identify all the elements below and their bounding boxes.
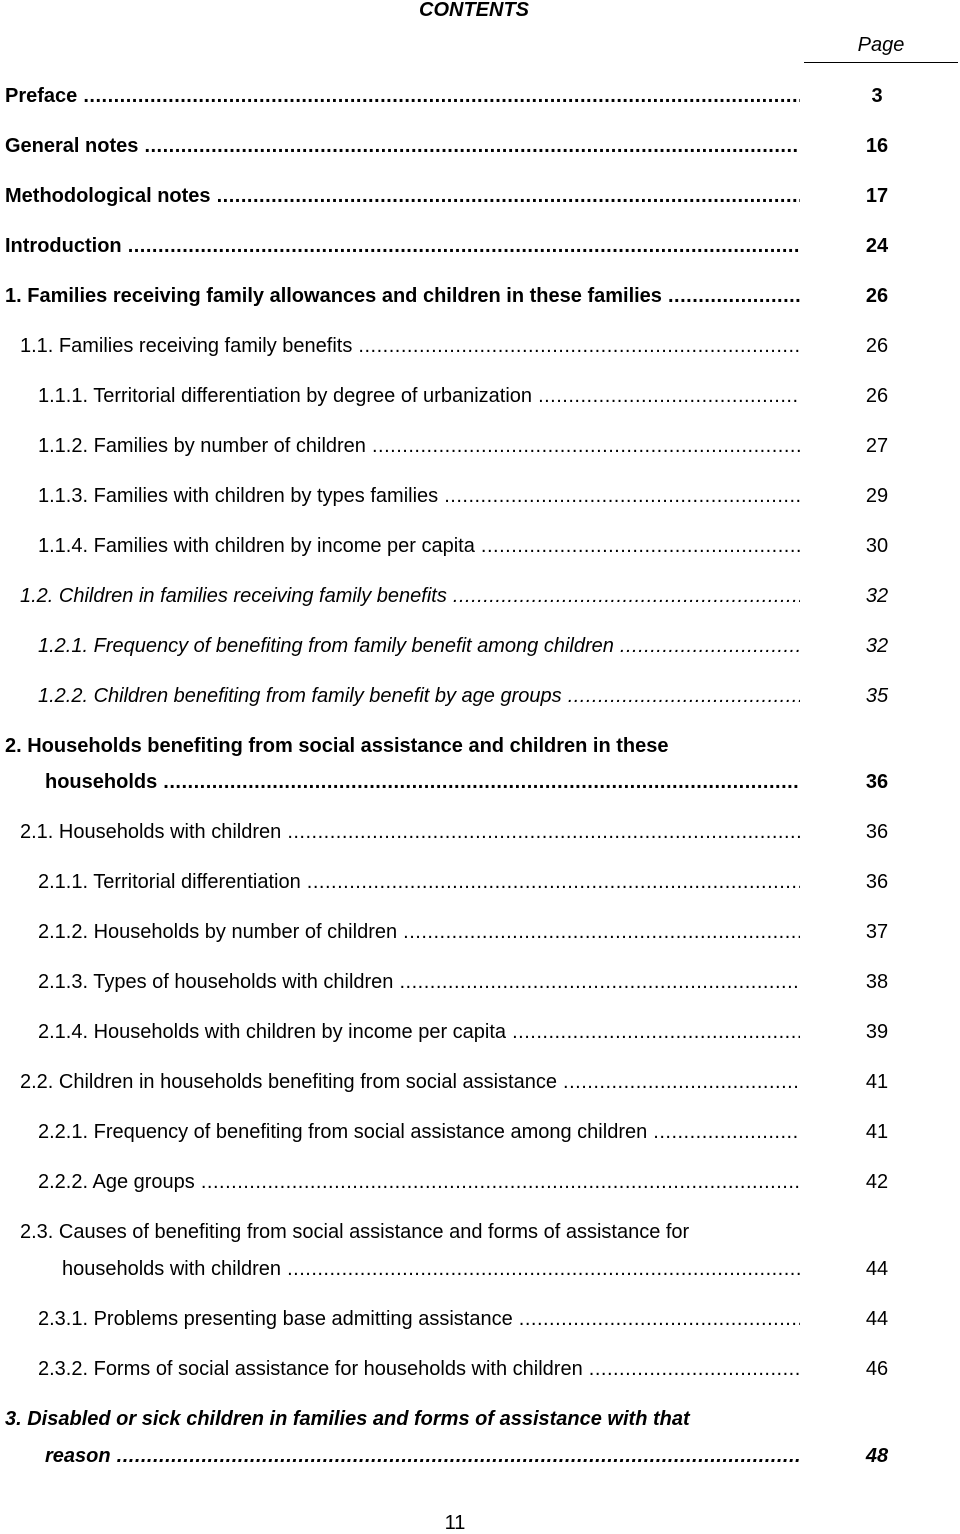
toc-entry-1-2-1[interactable] <box>0 633 960 659</box>
toc-entry-2-2-1[interactable] <box>0 1119 960 1145</box>
toc-entry-page: 29 <box>865 485 889 507</box>
toc-entry-text: 1.1.4. Families with children by income per capita ..... <box>38 533 800 559</box>
toc-entry-2-3[interactable] <box>0 1256 960 1282</box>
contents-title: CONTENTS <box>419 0 529 21</box>
toc-entry-page: 26 <box>865 385 889 407</box>
toc-entry-text: 2.2.2. Age groups ..... <box>38 1169 800 1195</box>
toc-entry-page: 48 <box>865 1445 889 1467</box>
toc-entry-2-1-3[interactable] <box>0 969 960 995</box>
toc-entry-introduction[interactable] <box>0 233 960 259</box>
toc-entry-page: 17 <box>865 185 889 207</box>
toc-entry-1-2-2[interactable] <box>0 683 960 709</box>
toc-entry-text: Introduction ..... <box>5 233 800 259</box>
toc-entry-page: 42 <box>865 1171 889 1193</box>
toc-entry-text: 2.1.2. Households by number of children ..... <box>38 919 800 945</box>
toc-entry-page: 36 <box>865 871 889 893</box>
toc-entry-2-3-2[interactable] <box>0 1356 960 1382</box>
toc-entry-page: 3 <box>871 85 883 107</box>
toc-entry-2-1[interactable] <box>0 819 960 845</box>
toc-entry-text: 2.1.3. Types of households with children ..... <box>38 969 800 995</box>
toc-entry-preface[interactable] <box>0 83 960 109</box>
toc-entry-text: 2.2.1. Frequency of benefiting from social assistance among children ..... <box>38 1119 800 1145</box>
toc-entry-page: 32 <box>865 585 889 607</box>
page-column-header: Page <box>804 34 958 63</box>
toc-entry-chapter-2-line1[interactable]: 2. Households benefiting from social assistance and children in these <box>5 735 669 757</box>
toc-entry-text: 2.1.4. Households with children by income per capita ..... <box>38 1019 800 1045</box>
toc-entry-page: 32 <box>865 635 889 657</box>
toc-entry-1-1-1[interactable] <box>0 383 960 409</box>
toc-entry-chapter-1[interactable] <box>0 283 960 309</box>
toc-entry-text: 1.2. Children in families receiving family benefits ..... <box>20 583 800 609</box>
toc-entry-2-3-line1[interactable]: 2.3. Causes of benefiting from social assistance and forms of assistance for <box>20 1221 690 1243</box>
toc-entry-text: reason ..... <box>45 1443 800 1469</box>
toc-entry-text: Preface ..... <box>5 83 800 109</box>
toc-entry-text: 1.1. Families receiving family benefits ..... <box>20 333 800 359</box>
toc-entry-2-2[interactable] <box>0 1069 960 1095</box>
toc-entry-chapter-2[interactable] <box>0 769 960 795</box>
toc-entry-page: 35 <box>865 685 889 707</box>
toc-entry-page: 26 <box>865 285 889 307</box>
toc-entry-2-1-2[interactable] <box>0 919 960 945</box>
toc-entry-text: 2.1.1. Territorial differentiation ..... <box>38 869 800 895</box>
toc-entry-text: 2.3.2. Forms of social assistance for households with children ..... <box>38 1356 800 1382</box>
toc-entry-chapter-3-line1[interactable]: 3. Disabled or sick children in families and forms of assistance with that <box>5 1408 690 1430</box>
toc-entry-page: 16 <box>865 135 889 157</box>
toc-entry-page: 36 <box>865 821 889 843</box>
toc-entry-page: 41 <box>865 1071 889 1093</box>
toc-entry-1-1[interactable] <box>0 333 960 359</box>
toc-entry-2-1-1[interactable] <box>0 869 960 895</box>
toc-entry-page: 38 <box>865 971 889 993</box>
toc-entry-page: 26 <box>865 335 889 357</box>
toc-entry-page: 44 <box>865 1258 889 1280</box>
toc-entry-page: 39 <box>865 1021 889 1043</box>
toc-entry-2-2-2[interactable] <box>0 1169 960 1195</box>
toc-entry-page: 37 <box>865 921 889 943</box>
toc-entry-page: 44 <box>865 1308 889 1330</box>
toc-entry-1-2[interactable] <box>0 583 960 609</box>
toc-entry-text: 1.2.2. Children benefiting from family benefit by age groups ..... <box>38 683 800 709</box>
toc-entry-text: 2.3.1. Problems presenting base admitting assistance ..... <box>38 1306 800 1332</box>
toc-entry-page: 30 <box>865 535 889 557</box>
toc-entry-2-1-4[interactable] <box>0 1019 960 1045</box>
toc-entry-2-3-1[interactable] <box>0 1306 960 1332</box>
toc-entry-text: 2.1. Households with children ..... <box>20 819 800 845</box>
toc-entry-1-1-2[interactable] <box>0 433 960 459</box>
toc-entry-text: 1.1.2. Families by number of children ..... <box>38 433 800 459</box>
toc-entry-1-1-3[interactable] <box>0 483 960 509</box>
toc-entry-text: 1. Families receiving family allowances and children in these families ..... <box>5 283 800 309</box>
toc-entry-text: households with children ..... <box>62 1256 800 1282</box>
toc-entry-text: 1.1.3. Families with children by types families ..... <box>38 483 800 509</box>
toc-entry-page: 24 <box>865 235 889 257</box>
toc-entry-methodological-notes[interactable] <box>0 183 960 209</box>
toc-entry-text: 1.2.1. Frequency of benefiting from family benefit among children ..... <box>38 633 800 659</box>
toc-entry-text: households ..... <box>45 769 800 795</box>
toc-entry-1-1-4[interactable] <box>0 533 960 559</box>
toc-entry-text: General notes ..... <box>5 133 800 159</box>
toc-entry-chapter-3[interactable] <box>0 1443 960 1469</box>
toc-entry-page: 46 <box>865 1358 889 1380</box>
toc-entry-page: 36 <box>865 771 889 793</box>
toc-entry-text: Methodological notes ..... <box>5 183 800 209</box>
toc-entry-page: 27 <box>865 435 889 457</box>
toc-entry-page: 41 <box>865 1121 889 1143</box>
toc-entry-text: 1.1.1. Territorial differentiation by degree of urbanization ..... <box>38 383 800 409</box>
toc-entry-general-notes[interactable] <box>0 133 960 159</box>
page-number: 11 <box>444 1512 466 1534</box>
toc-entry-text: 2.2. Children in households benefiting from social assistance ..... <box>20 1069 800 1095</box>
